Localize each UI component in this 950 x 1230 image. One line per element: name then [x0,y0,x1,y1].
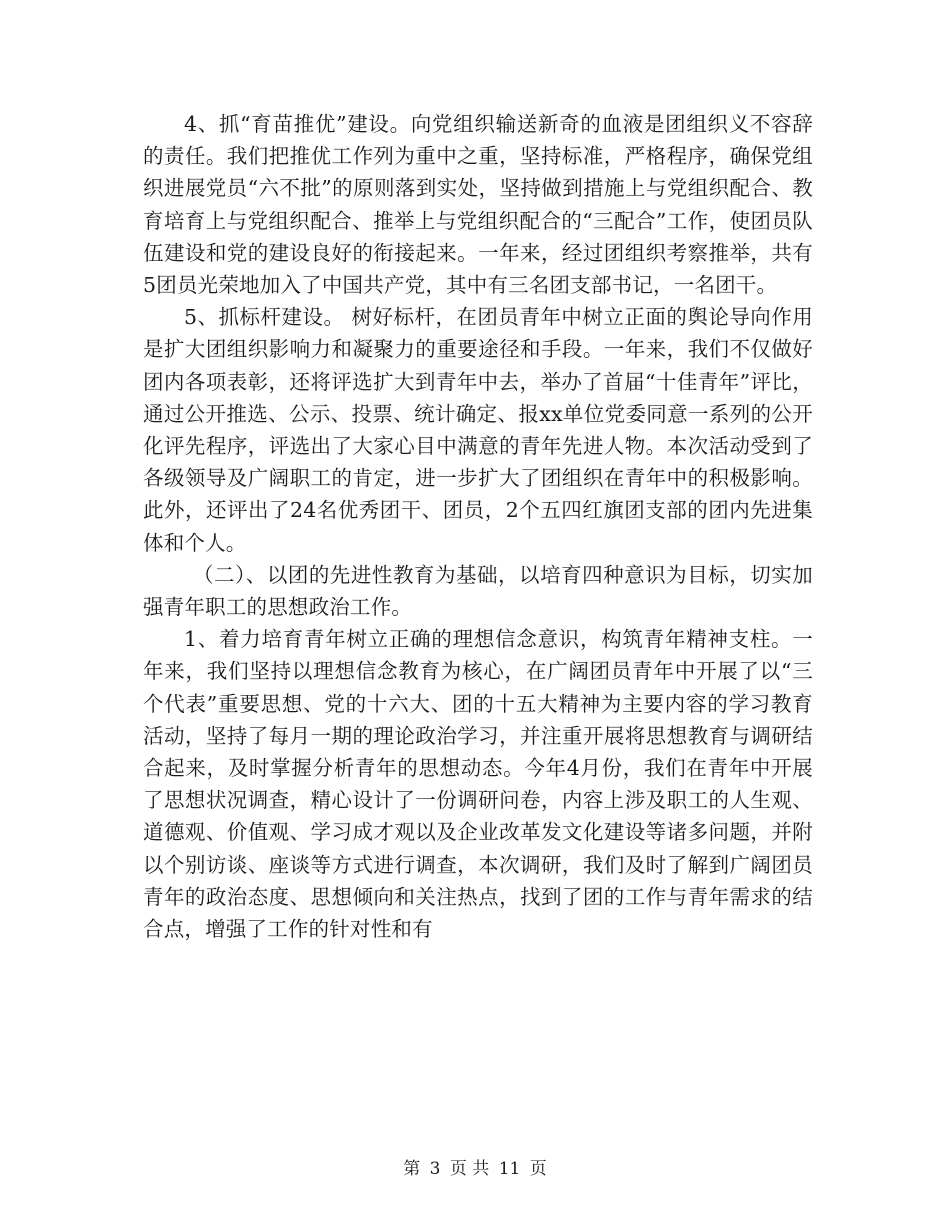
footer-current-page: 3 [429,1159,441,1179]
paragraph-ideals-beliefs: 1、着力培育青年树立正确的理想信念意识，构筑青年精神支柱。一年来，我们坚持以理想信念教育为核心，在广阔团员青年中开展了以“三个代表”重要思想、党的十六大、团的十五大精神为主要内容的学习教育活动，坚持了每月一期的理论政治学习，并注重开展将思想教育与调研结合起来，及时掌握分析青年的思想动态。今年4月份，我们在青年中开展了思想状况调查，精心设计了一份调研问卷，内容上涉及职工的人生观、道德观、价值观、学习成才观以及企业改革发文化建设等诸多问题，并附以个别访谈、座谈等方式进行调查，本次调研，我们及时了解到广阔团员青年的政治态度、思想倾向和关注热点，找到了团的工作与青年需求的结合点，增强了工作的针对性和有 [143,627,813,942]
page-footer [0,1154,950,1179]
document-body [143,108,813,945]
paragraph-benchmark-building: 5、抓标杆建设。 树好标杆，在团员青年中树立正面的舆论导向作用是扩大团组织影响力和凝聚力的重要途径和手段。一年来，我们不仅做好团内各项表彰，还将评选扩大到青年中去，举办了首届“十佳青年”评比，通过公开推选、公示、投票、统计确定、报xx单位党委同意一系列的公开化评先程序，评选出了大家心目中满意的青年先进人物。本次活动受到了各级领导及广阔职工的肯定，进一步扩大了团组织在青年中的积极影响。此外，还评出了24名优秀团干、团员，2个五四红旗团支部的团内先进集体和个人。 [143,305,813,555]
section-heading-two: （二）、以团的先进性教育为基础，以培育四种意识为目标，切实加强青年职工的思想政治工作。 [143,562,813,620]
paragraph-seedling-recommendation: 4、抓“育苗推优”建设。向党组织输送新奇的血液是团组织义不容辞的责任。我们把推优工作列为重中之重，坚持标准，严格程序，确保党组织进展党员“六不批”的原则落到实处，坚持做到措施上与党组织配合、教育培育上与党组织配合、推举上与党组织配合的“三配合”工作，使团员队伍建设和党的建设良好的衔接起来。一年来，经过团组织考察推举，共有5团员光荣地加入了中国共产党，其中有三名团支部书记，一名团干。 [143,112,813,298]
footer-label-end: 页 [529,1159,547,1179]
footer-label-page: 第 [403,1159,421,1179]
footer-total-pages: 11 [498,1159,521,1179]
footer-label-of: 页 共 [449,1159,490,1179]
